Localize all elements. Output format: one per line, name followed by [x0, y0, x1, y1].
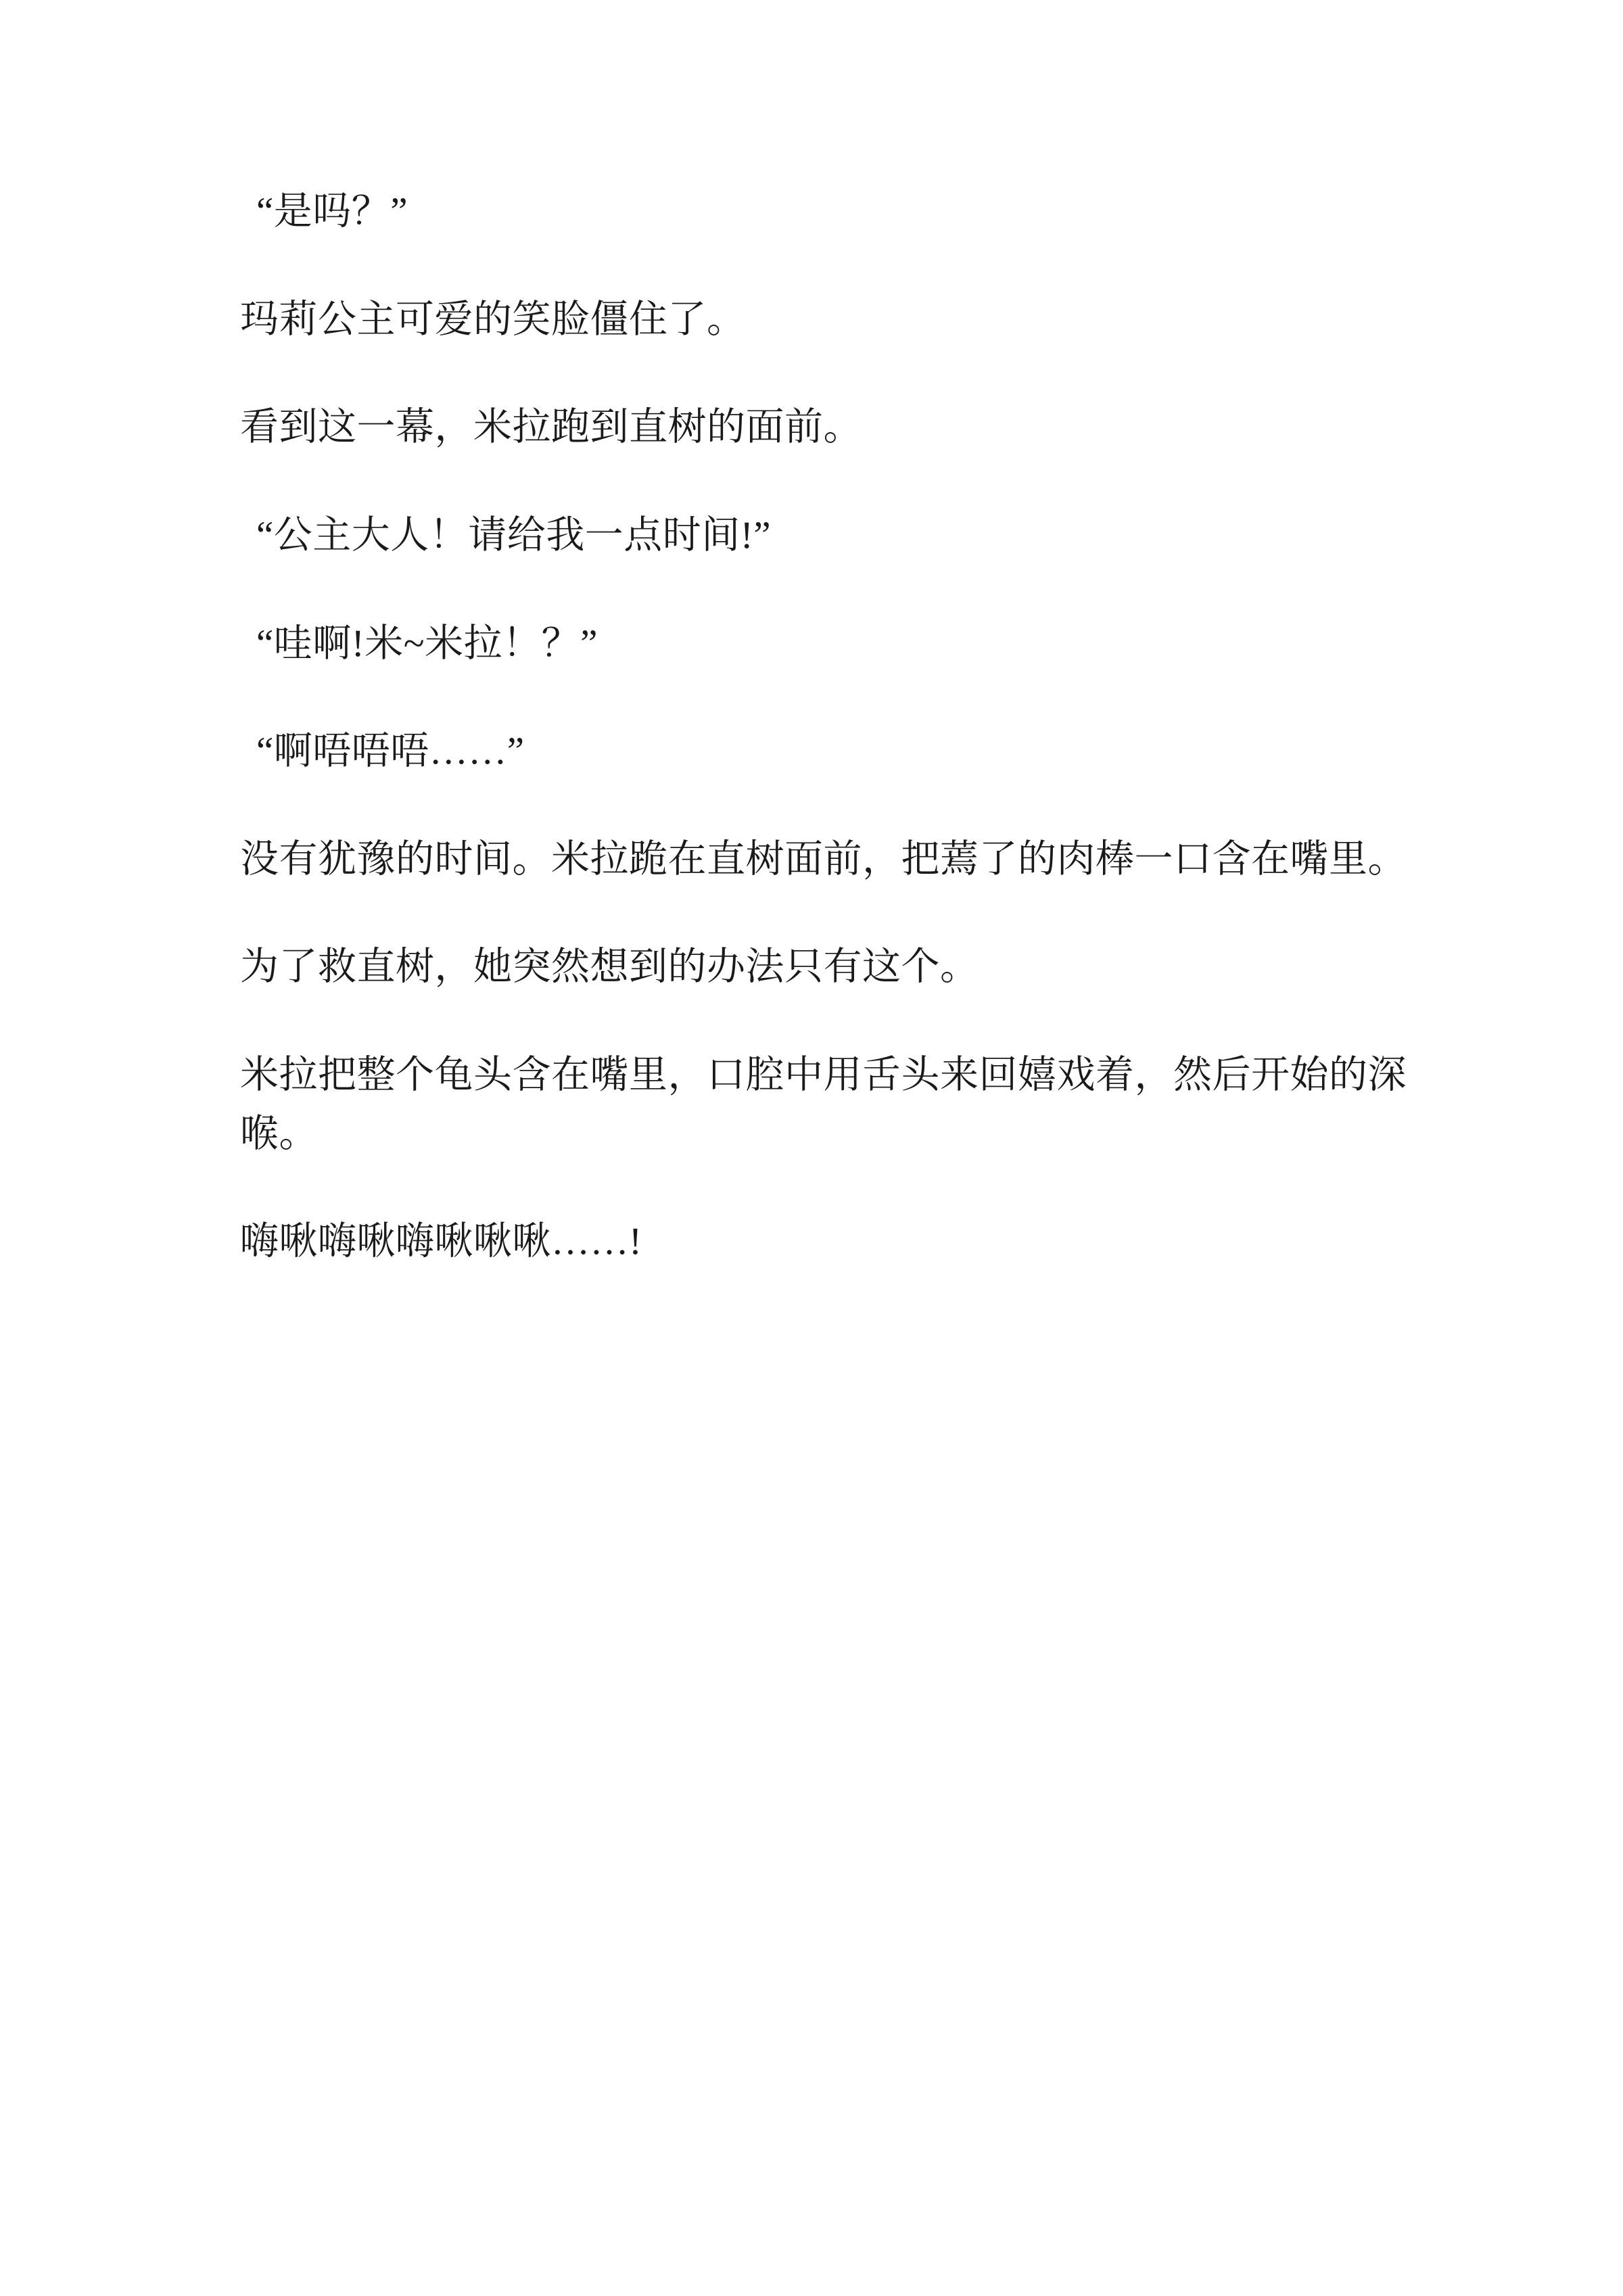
paragraph: 玛莉公主可爱的笑脸僵住了。	[240, 298, 746, 341]
paragraph: “啊唔唔唔……”	[256, 730, 525, 773]
paragraph: 为了救直树，她突然想到的办法只有这个。	[240, 945, 979, 989]
paragraph: “公主大人！请给我一点时间!”	[256, 513, 772, 557]
paragraph: 看到这一幕，米拉跑到直树的面前。	[240, 406, 862, 449]
document-body	[240, 183, 1417, 1321]
paragraph: 嗨啾嗨啾嗨啾啾啾……!	[240, 1220, 642, 1263]
paragraph: “哇啊!米~米拉！？”	[256, 622, 598, 665]
paragraph: 没有犹豫的时间。米拉跪在直树面前，把蔫了的肉棒一口含在嘴里。	[240, 837, 1407, 881]
paragraph: “是吗？”	[256, 190, 408, 233]
paragraph: 米拉把整个龟头含在嘴里，口腔中用舌头来回嬉戏着，然后开始的深喉。	[240, 1054, 1407, 1155]
